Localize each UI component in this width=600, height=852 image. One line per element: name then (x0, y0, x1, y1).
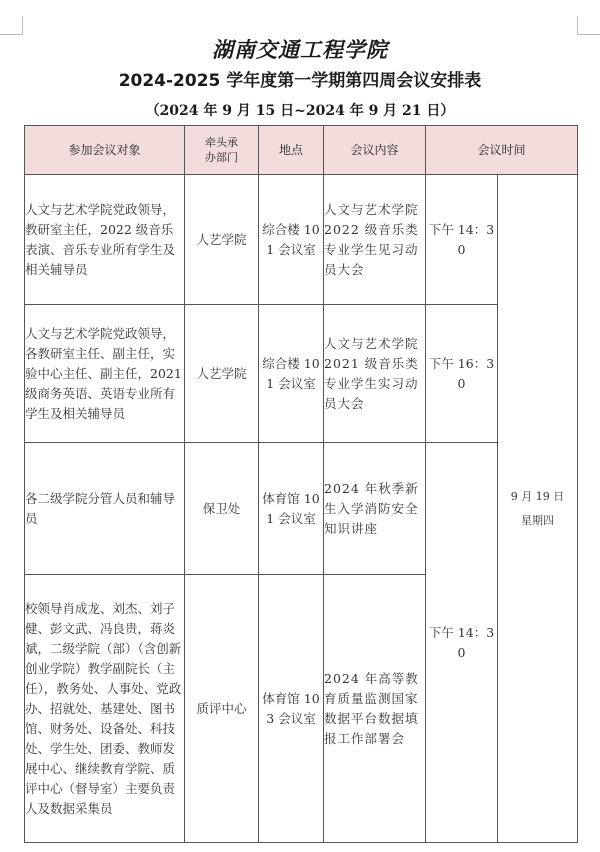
table-row (25, 305, 578, 443)
table-row (25, 175, 578, 305)
time-cell: 下午 14：30 (426, 175, 498, 305)
header-time: 会议时间 (426, 126, 578, 175)
content-cell: 2024 年高等教育质量监测国家数据平台数据填报工作部署会 (324, 575, 426, 843)
date-cell (498, 175, 578, 843)
attendees-cell: 人文与艺术学院党政领导，教研室主任，2022 级音乐表演、音乐专业所有学生及相关辅导员 (25, 175, 185, 305)
time-cell: 下午 14：30 (426, 443, 498, 843)
date-weekday: 星期四 (521, 513, 554, 527)
attendees-cell: 校领导肖成龙、刘杰、刘子健、彭文武、冯良贵，蒋炎斌，二级学院（部）（含创新创业学院）教学副院长（主任），教务处、人事处、党政办、招就处、基建处、图书馆、财务处、设备处、科技处、学生处、团委、教师发展中心、继续教育学院、质评中心（督导室）主要负责人及数据采集员 (25, 575, 185, 843)
location-cell: 体育馆 103 会议室 (259, 575, 324, 843)
content-cell: 人文与艺术学院 2022 级音乐类专业学生见习动员大会 (324, 175, 426, 305)
header-attendees: 参加会议对象 (25, 126, 185, 175)
table-header-row (25, 126, 578, 175)
meeting-schedule-table (24, 125, 578, 843)
organizer-cell: 质评中心 (185, 575, 259, 843)
page-corner-mark-left (0, 16, 23, 35)
organizer-cell: 人艺学院 (185, 175, 259, 305)
organizer-cell: 人艺学院 (185, 305, 259, 443)
header-location: 地点 (259, 126, 324, 175)
location-cell: 体育馆 101 会议室 (259, 443, 324, 575)
content-cell: 2024 年秋季新生入学消防安全知识讲座 (324, 443, 426, 575)
page-corner-mark-right (577, 16, 600, 35)
time-cell: 下午 16：30 (426, 305, 498, 443)
attendees-cell: 人文与艺术学院党政领导，各教研室主任、副主任，实验中心主任、副主任，2021 级商务英语、英语专业所有学生及相关辅导员 (25, 305, 185, 443)
organizer-cell: 保卫处 (185, 443, 259, 575)
table-row (25, 443, 578, 575)
date-range: （2024 年 9 月 15 日~2024 年 9 月 21 日） (145, 103, 455, 119)
header-content: 会议内容 (324, 126, 426, 175)
school-name: 湖南交通工程学院 (212, 37, 388, 62)
date-day: 9 月 19 日 (510, 489, 565, 503)
location-cell: 综合楼 101 会议室 (259, 175, 324, 305)
header-organizer: 牵头承 办部门 (185, 126, 259, 175)
content-cell: 人文与艺术学院 2021 级音乐类专业学生实习动员大会 (324, 305, 426, 443)
document-title: 2024-2025 学年度第一学期第四周会议安排表 (118, 71, 482, 91)
location-cell: 综合楼 101 会议室 (259, 305, 324, 443)
attendees-cell: 各二级学院分管人员和辅导员 (25, 443, 185, 575)
